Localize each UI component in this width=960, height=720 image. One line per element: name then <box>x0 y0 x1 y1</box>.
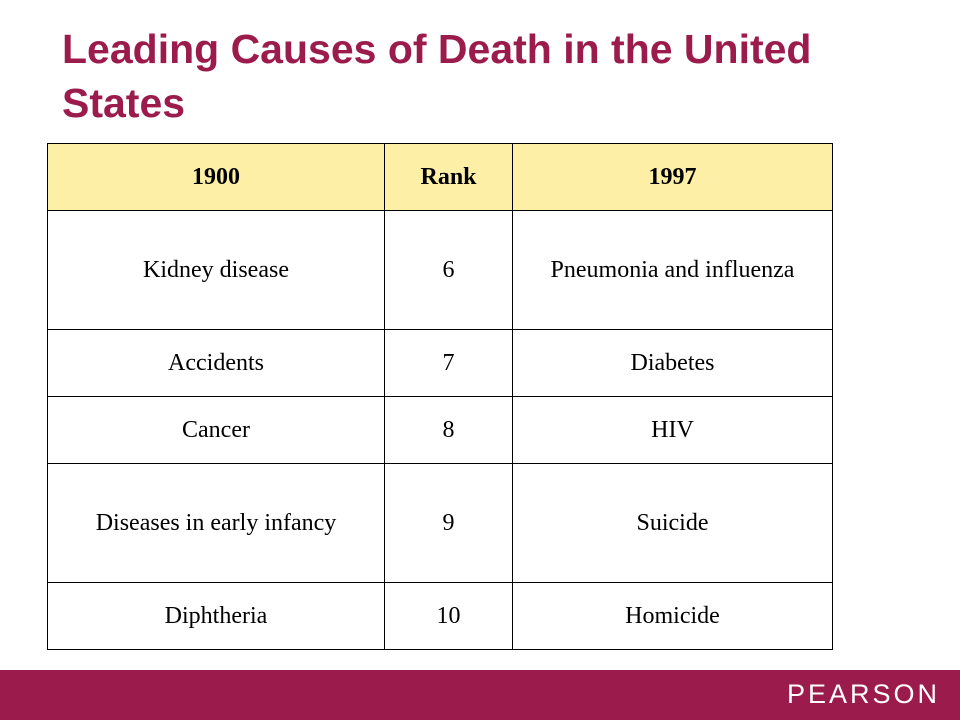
table-header-row <box>48 144 833 211</box>
cause-1900-cell: Diseases in early infancy <box>48 464 385 583</box>
table-row <box>48 330 833 397</box>
cause-1900-cell: Kidney disease <box>48 211 385 330</box>
rank-cell: 9 <box>385 464 513 583</box>
header-rank: Rank <box>385 144 513 211</box>
cause-1997-cell: Homicide <box>513 583 833 650</box>
header-1900: 1900 <box>48 144 385 211</box>
footer-bar <box>0 670 960 720</box>
cause-1997-cell: Diabetes <box>513 330 833 397</box>
table-row <box>48 583 833 650</box>
cause-1900-cell: Diphtheria <box>48 583 385 650</box>
table-row <box>48 211 833 330</box>
causes-of-death-table <box>47 143 833 650</box>
rank-cell: 8 <box>385 397 513 464</box>
cause-1997-cell: Pneumonia and influenza <box>513 211 833 330</box>
header-1997: 1997 <box>513 144 833 211</box>
pearson-logo: PEARSON <box>786 679 940 709</box>
table-row <box>48 397 833 464</box>
cause-1997-cell: Suicide <box>513 464 833 583</box>
cause-1900-cell: Cancer <box>48 397 385 464</box>
slide-title: Leading Causes of Death in the United States <box>62 26 812 126</box>
rank-cell: 10 <box>385 583 513 650</box>
table-row <box>48 464 833 583</box>
rank-cell: 6 <box>385 211 513 330</box>
rank-cell: 7 <box>385 330 513 397</box>
cause-1997-cell: HIV <box>513 397 833 464</box>
cause-1900-cell: Accidents <box>48 330 385 397</box>
